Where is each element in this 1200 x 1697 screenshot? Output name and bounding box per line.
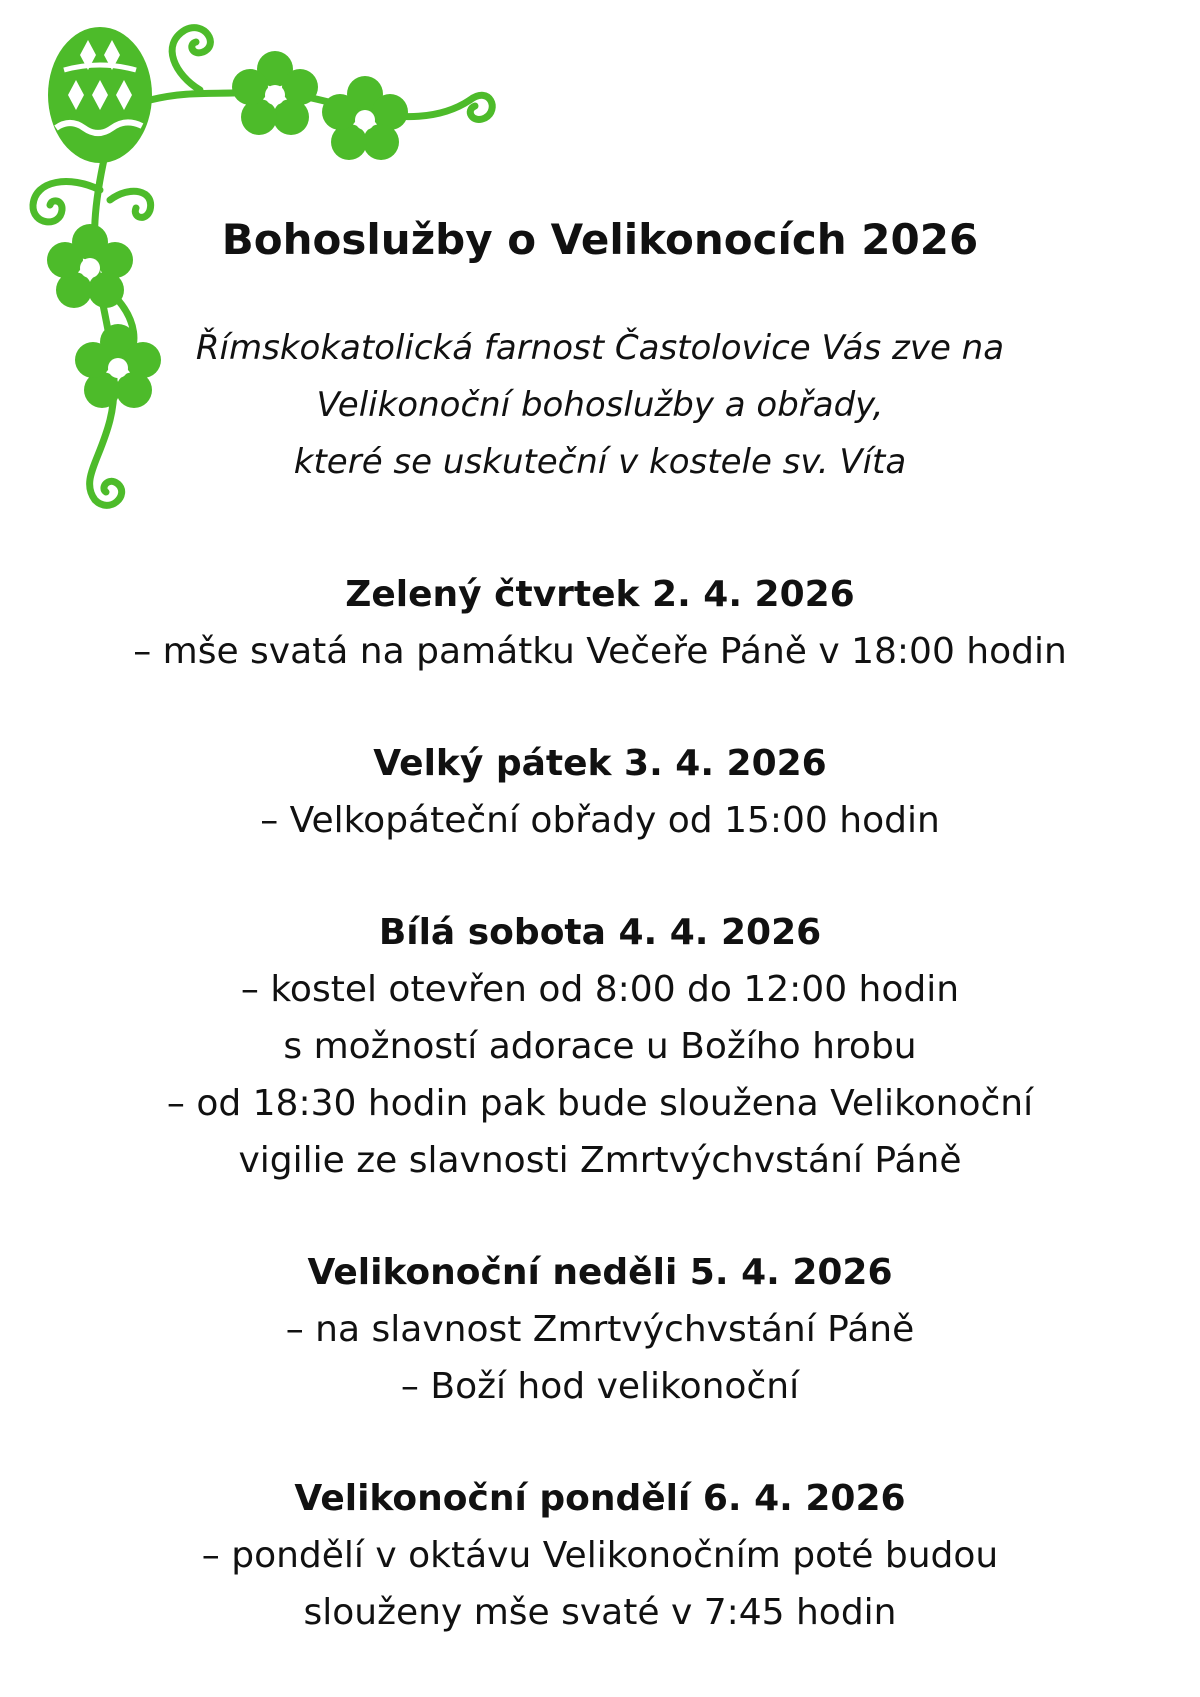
service-heading: Bílá sobota 4. 4. 2026	[378, 912, 822, 953]
service-list	[60, 567, 1140, 1641]
invitation-line: které se uskuteční v kostele sv. Víta	[293, 442, 907, 482]
easter-egg-icon	[48, 27, 152, 163]
service-detail: slouženy mše svaté v 7:45 hodin	[303, 1592, 897, 1633]
service-detail: – kostel otevřen od 8:00 do 12:00 hodin	[240, 969, 960, 1010]
service-heading: Velikonoční pondělí 6. 4. 2026	[294, 1478, 906, 1519]
service-heading: Zelený čtvrtek 2. 4. 2026	[345, 574, 855, 615]
service-easter-monday	[60, 1471, 1140, 1641]
service-maundy-thursday	[60, 567, 1140, 680]
service-heading: Velký pátek 3. 4. 2026	[373, 743, 827, 784]
page-title: Bohoslužby o Velikonocích 2026	[221, 215, 979, 264]
service-detail: – Boží hod velikonoční	[400, 1366, 800, 1407]
service-detail: s možností adorace u Božího hrobu	[283, 1026, 917, 1067]
invitation-line: Velikonoční bohoslužby a obřady,	[316, 385, 884, 425]
service-detail: – mše svatá na památku Večeře Páně v 18:00 hodin	[133, 631, 1067, 672]
invitation-text	[60, 320, 1140, 491]
service-heading: Velikonoční neděli 5. 4. 2026	[307, 1252, 893, 1293]
service-detail: – pondělí v oktávu Velikonočním poté budou	[201, 1535, 999, 1576]
service-detail: vigilie ze slavnosti Zmrtvýchvstání Páně	[238, 1140, 962, 1181]
service-detail: – na slavnost Zmrtvýchvstání Páně	[285, 1309, 915, 1350]
service-holy-saturday	[60, 905, 1140, 1189]
service-easter-sunday	[60, 1245, 1140, 1415]
service-good-friday	[60, 736, 1140, 849]
service-detail: – od 18:30 hodin pak bude sloužena Velikonoční	[166, 1083, 1034, 1124]
service-detail: – Velkopáteční obřady od 15:00 hodin	[260, 800, 940, 841]
invitation-line: Římskokatolická farnost Častolovice Vás zve na	[195, 328, 1005, 368]
schedule-document	[60, 212, 1140, 1641]
